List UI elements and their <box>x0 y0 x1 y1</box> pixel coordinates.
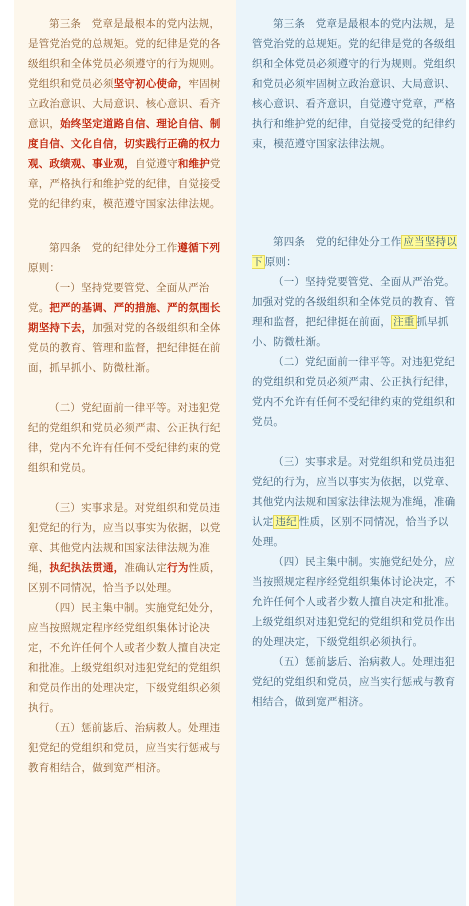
article-4-old <box>252 232 458 712</box>
body-text: （二）党纪面前一律平等。对违犯党纪的党组织和党员必须严肃、公正执行纪律，党内不允许有任何不受纪律约束的党组织和党员。 <box>28 402 221 474</box>
principle-4 <box>252 552 458 652</box>
emphasis-text: 遵循下列 <box>177 242 221 254</box>
body-text: （四）民主集中制。实施党纪处分，应当按照规定程序经党组织集体讨论决定，不允许任何个人或者少数人擅自决定和批准。上级党组织对违犯党纪的党组织和党员作出的处理决定，下级党组织必须执行。 <box>28 602 221 714</box>
body-text: 自觉遵守 <box>135 158 178 170</box>
highlighted-change: 应当坚持以下 <box>252 236 457 268</box>
article-3-new <box>28 14 226 214</box>
principle-3 <box>252 452 458 552</box>
old-version-column <box>236 0 466 906</box>
principle-4 <box>28 598 226 718</box>
principle-2 <box>252 352 458 432</box>
body-text: （四）民主集中制。实施党纪处分，应当按照规定程序经党组织集体讨论决定，不允许任何个人或者少数人擅自决定和批准。上级党组织对违犯党纪的党组织和党员作出的处理决定，下级党组织必须执行。 <box>252 556 456 648</box>
highlighted-change: 违纪 <box>275 516 297 528</box>
body-text: 第三条 党章是最根本的党内法规，是管党治党的总规矩。党的纪律是党的各级组织和全体党员必须遵守的行为规则。党组织和党员必须 <box>28 18 221 90</box>
body-text: （五）惩前毖后、治病救人。处理违犯党纪的党组织和党员，应当实行惩戒与教育相结合，做到宽严相济。 <box>28 722 221 774</box>
principle-1 <box>252 272 458 352</box>
new-version-column <box>14 0 236 906</box>
article-4-new <box>28 238 226 778</box>
body-text: 第三条 党章是最根本的党内法规，是管党治党的总规矩。党的纪律是党的各级组织和全体党员必须遵守的行为规则。党组织和党员必须牢固树立政治意识、大局意识、核心意识、看齐意识，自觉遵守党章，严格执行和维护党的纪律，自觉接受党的纪律约束，模范遵守国家法律法规。 <box>252 18 456 150</box>
article-4-heading <box>28 238 226 278</box>
body-text: （三）实事求是。对党组织和党员违犯党纪的行为，应当以事实为依据，以党章、其他党内法规和国家法律法规为准绳，准确认定 <box>252 456 456 528</box>
article-3-text <box>28 14 226 214</box>
principle-1 <box>28 278 226 378</box>
emphasis-text: 执纪执法贯通， <box>49 562 125 574</box>
body-text: 原则： <box>264 256 297 268</box>
body-text: （一）坚持党要管党、全面从严治党。 <box>28 282 210 314</box>
body-text: 原则： <box>28 262 61 274</box>
body-text: （三）实事求是。对党组织和党员违犯党纪的行为，应当以事实为依据，以党章、其他党内法规和国家法律法规为准绳， <box>28 502 221 574</box>
emphasis-text: 把严的基调、严的措施、严的氛围长期坚持下去， <box>28 302 221 334</box>
body-text: 党章，严格执行和维护党的纪律，自觉接受党的纪律约束，模范遵守国家法律法规。 <box>28 158 221 210</box>
body-text: 性质，区别不同情况，恰当予以处理。 <box>28 562 221 594</box>
body-text: （二）党纪面前一律平等。对违犯党纪的党组织和党员必须严肃、公正执行纪律，党内不允许有任何不受纪律约束的党组织和党员。 <box>252 356 456 428</box>
emphasis-text: 行为 <box>167 562 189 574</box>
principle-5 <box>28 718 226 778</box>
body-text: （五）惩前毖后、治病救人。处理违犯党纪的党组织和党员，应当实行惩戒与教育相结合，做到宽严相济。 <box>252 656 456 708</box>
body-text: 准确认定 <box>124 562 168 574</box>
principle-3 <box>28 498 226 598</box>
body-text: 第四条 党的纪律处分工作 <box>273 236 402 248</box>
emphasis-text: 始终坚定道路自信、理论自信、制度自信、文化自信，切实践行正确的权力观、政绩观、事业观， <box>28 118 221 170</box>
body-text: 加强对党的各级组织和全体党员的教育、管理和监督，把纪律挺在前面，抓早抓小、防微杜渐。 <box>28 322 221 374</box>
article-3-old <box>252 14 458 154</box>
body-text: 牢固树立政治意识、大局意识、核心意识、看齐意识， <box>28 78 221 130</box>
emphasis-text: 坚守初心使命， <box>113 78 189 90</box>
principle-2 <box>28 398 226 478</box>
article-4-heading <box>252 232 458 272</box>
highlighted-change: 注重 <box>393 316 415 328</box>
body-text: （一）坚持党要管党、全面从严治党。加强对党的各级组织和全体党员的教育、管理和监督，把纪律挺在前面， <box>252 276 456 328</box>
body-text: 性质，区别不同情况，恰当予以处理。 <box>252 516 449 548</box>
body-text: 第四条 党的纪律处分工作 <box>49 242 178 254</box>
article-3-text <box>252 14 458 154</box>
emphasis-text: 和维护 <box>177 158 210 170</box>
body-text: 抓早抓小、防微杜渐。 <box>252 316 449 348</box>
principle-5 <box>252 652 458 712</box>
